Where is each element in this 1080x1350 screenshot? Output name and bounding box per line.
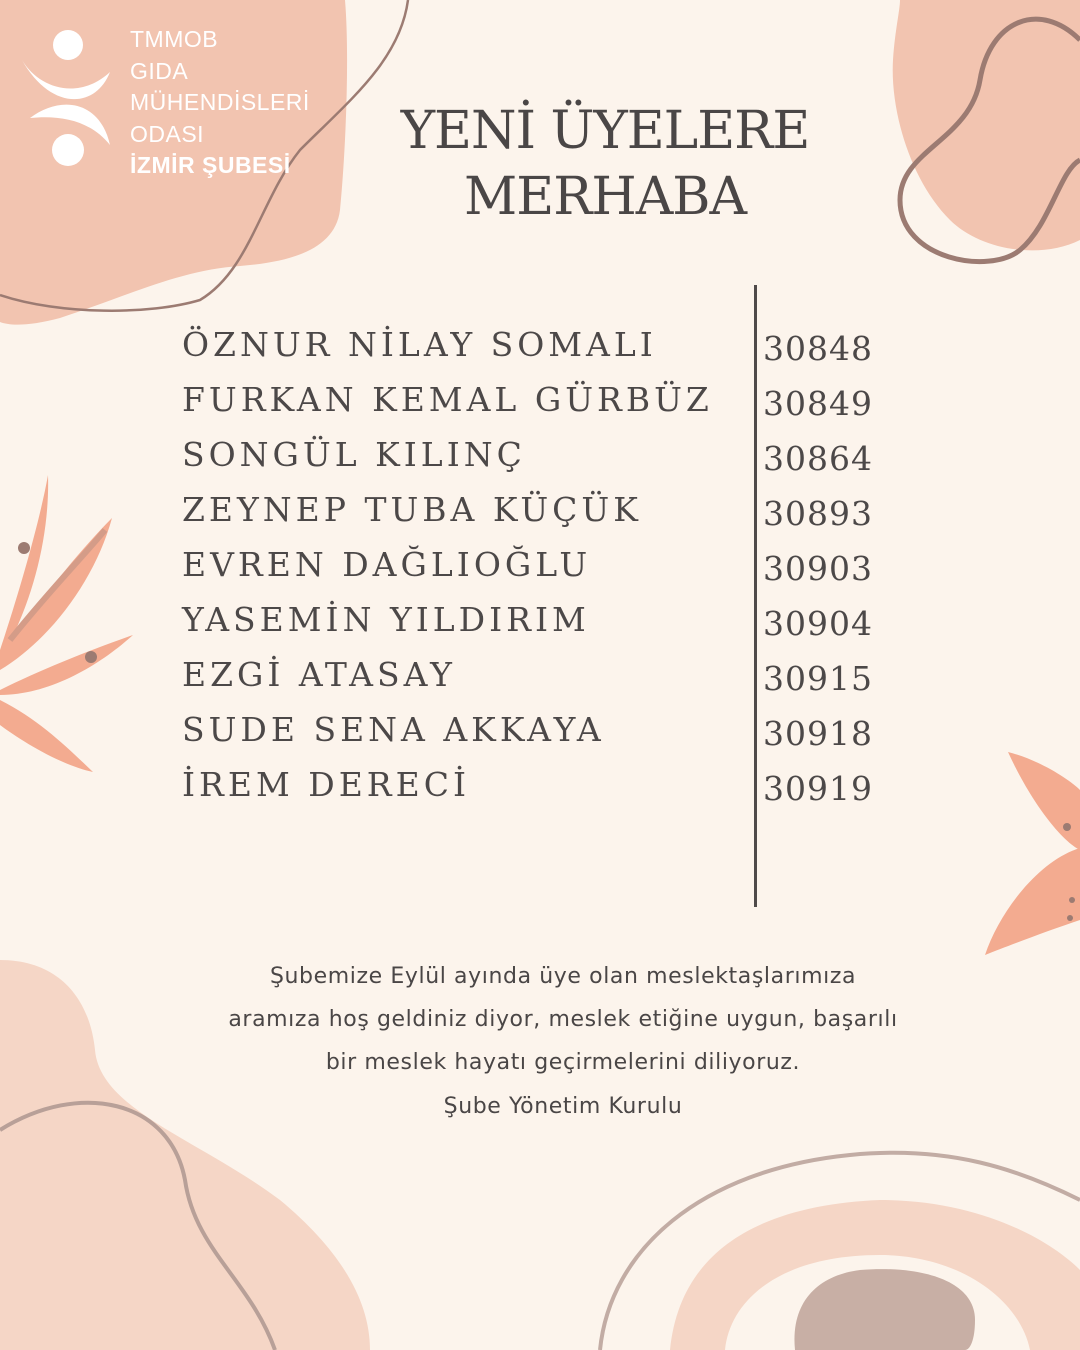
organization-logo-text <box>130 24 310 182</box>
member-number: 30849 <box>763 384 873 423</box>
member-numbers-list <box>763 326 873 821</box>
member-number: 30904 <box>763 604 873 643</box>
member-number: 30848 <box>763 329 873 368</box>
member-number: 30903 <box>763 549 873 588</box>
title-line-1: YENİ ÜYELERE <box>400 101 810 161</box>
bottom-right-core <box>794 1269 975 1350</box>
top-right-blob <box>893 0 1080 250</box>
logo-line: GIDA <box>130 57 189 84</box>
member-number: 30918 <box>763 714 873 753</box>
logo-line: İZMİR ŞUBESİ <box>130 152 291 178</box>
member-names-list <box>182 322 713 817</box>
page-title <box>340 98 870 230</box>
divider-line <box>754 285 757 907</box>
message-line: Şubemize Eylül ayında üye olan meslektaşlarımıza <box>269 964 857 989</box>
right-flower <box>985 752 1080 955</box>
left-leaves <box>0 475 133 772</box>
member-name: FURKAN KEMAL GÜRBÜZ <box>182 380 713 419</box>
message-line: aramıza hoş geldiniz diyor, meslek etiğine uygun, başarılı <box>228 1007 898 1032</box>
member-name: İREM DERECİ <box>182 765 471 804</box>
member-number: 30915 <box>763 659 873 698</box>
member-number: 30864 <box>763 439 873 478</box>
member-name: YASEMİN YILDIRIM <box>182 600 590 639</box>
title-line-2: MERHABA <box>463 167 747 227</box>
welcome-message <box>150 955 976 1084</box>
signature: Şube Yönetim Kurulu <box>443 1094 683 1119</box>
logo-line: ODASI <box>130 120 205 147</box>
member-name: SUDE SENA AKKAYA <box>182 710 605 749</box>
member-number: 30919 <box>763 769 873 808</box>
message-line: bir meslek hayatı geçirmelerini diliyoruz. <box>325 1050 801 1075</box>
member-name: ZEYNEP TUBA KÜÇÜK <box>182 490 642 529</box>
logo-line: TMMOB <box>130 26 219 52</box>
member-name: SONGÜL KILINÇ <box>182 435 526 474</box>
member-name: ÖZNUR NİLAY SOMALI <box>182 325 657 364</box>
member-name: EZGİ ATASAY <box>182 655 456 694</box>
logo-line: MÜHENDİSLERİ <box>130 89 310 115</box>
member-number: 30893 <box>763 494 873 533</box>
member-name: EVREN DAĞLIOĞLU <box>182 545 592 584</box>
